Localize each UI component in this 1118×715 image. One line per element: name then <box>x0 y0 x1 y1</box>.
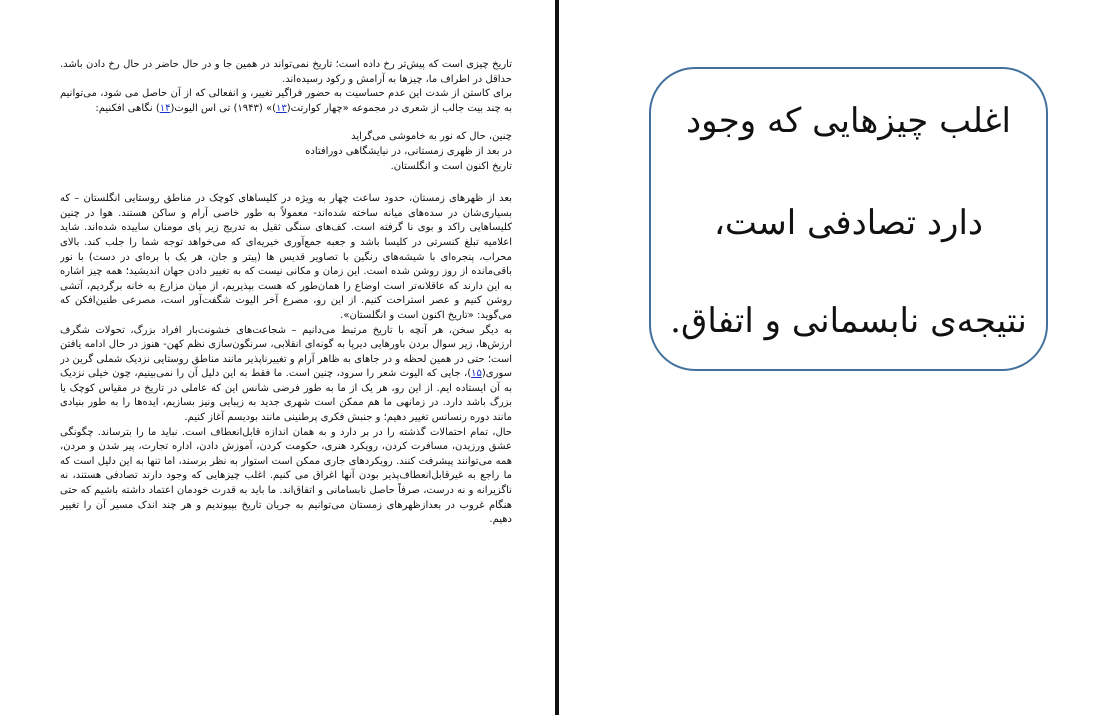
paragraph-intro: تاریخ چیزی است که پیش‌تر رخ داده است؛ تاریخ نمی‌تواند در همین جا و در حال حاضر در حال رخ دادن باشد. حداقل در اطراف ما، چیزها به آرامش و رکود رسیده‌اند. <box>60 59 512 85</box>
paragraph-present: حال، تمام احتمالات گذشته را در بر دارد و به همان اندازه قابل‌انعطاف است. نباید ما را بترساند. چگونگی عشق ورزیدن، مسافرت کردن، رویکرد هنری، حکومت کردن، آموزش دادن، اداره تجارت، پیر شدن و مردن، همه می‌توانند پیشرفت کنند. رویکردهای جاری ممکن است استوار به نظر برسند، اما تنها به این دلیل است که ما راجع به غیرقابل‌انعطاف‌پذیر بودن آنها اغراق می کنیم. اغلب چیزهایی که وجود دارند تصادفی هستند، نه ناگزیرانه و نه درست، صرفاً حاصل نابسامانی و اتفاق‌اند. ما باید به قدرت خودمان اعتماد داشته باشیم که حتی هنگام غروب در بعدازظهرهای زمستان می‌توانیم به جریان تاریخ بپیوندیم و هر چند اندک مسیر آن را تغییر دهیم. <box>60 426 512 526</box>
paragraph-history-now <box>60 324 512 426</box>
document-page <box>60 58 512 698</box>
paragraph-text: )» (۱۹۴۳) تی اس الیوت( <box>170 102 276 114</box>
pull-quote-callout <box>649 67 1048 371</box>
callout-line-2: دارد تصادفی است، <box>713 203 984 243</box>
footnote-ref-14[interactable]: ۱۴ <box>159 102 171 114</box>
callout-line-1: اغلب چیزهایی که وجود <box>686 101 1011 141</box>
page-divider <box>555 0 559 715</box>
paragraph-text: )، جایی که الیوت شعر را سرود، چنین است. ما فقط به این دلیل آن را نمی‌بینیم، چون خیلی نزدیک به آن ایستاده ایم. از این رو، هر یک از ما به طور فرضی شانس این که عاملی در تاریخ در مقیاس کوچک یا بزرگ باشد دارد. در زمانهی ما هم ممکن است شهری جدید به زیبایی ونیز بسازیم، ایده‌ها را به طور بنیادی مانند دوره رنسانس تغییر دهیم؛ و جنبش فکری پرطنینی مانند بودیسم آغاز کنیم. <box>60 368 512 424</box>
poem-line-1: چنین، حال که نور به خاموشی می‌گراید <box>351 131 512 143</box>
paragraph-text: ) نگاهی افکنیم: <box>95 102 160 114</box>
poem-line-3: تاریخ اکنون است و انگلستان. <box>390 160 512 172</box>
paragraph-winter-afternoon: بعد از ظهرهای زمستان، حدود ساعت چهار به ویژه در کلیساهای کوچک در مناطق روستایی انگلستان – که بسیاری‌شان در سده‌های میانه ساخته شده‌اند- معمولاً به طور خاصی آرام و ساکن هستند. هوا در چنین کلیساهایی راکد و بوی نا گرفته است. کف‌های سنگی ثقیل به تدریج زیر پای مومنان ساییده شده‌اند. شاید اعلامیه تبلغ کنسرتی در کلیسا باشد و جعبه جمع‌آوری خیریه‌ای که می‌خواهد توجه شما را جلب کند. بالای محراب، پنجره‌ای با شیشه‌های رنگین با تصاویر قدیس ها (پیتر و جان، هر یک با بره‌ای در دست) با نور باقی‌مانده از روز روشن شده است. این زمان و مکانی نیست که به تغییر دادن جهان اندیشید؛ همه چیز اشاره به این دارند که عاقلانه‌تر است اوضاع را همان‌طور که هست بپذیریم، از میان مزارع به خانه برگردیم، آتشی روشن کنیم و عصر استراحت کنیم. از این رو، مصرع آخر الیوت شگفت‌آور است، مصرعی طنین‌افکن که می‌گوید: «تاریخ اکنون است و انگلستان». <box>60 193 512 321</box>
footnote-ref-15[interactable]: ۱۵ <box>471 368 482 380</box>
paragraph-text: برای کاستن از شدت این عدم حساسیت به حضور فراگیر تغییر، و انفعالی که از آن حاصل می شود، می‌توانیم به چند بیت جالب از شعری در مجموعه «چهار کوارتت( <box>60 88 512 114</box>
poem-line-2: در بعد از ظهری زمستانی، در نیایشگاهی دورافتاده <box>305 145 512 157</box>
callout-line-3: نتیجه‌ی نابسمانی و اتفاق. <box>670 301 1027 341</box>
paragraph-text: به دیگر سخن، هر آنچه با تاریخ مرتبط می‌دانیم – شجاعت‌های خشونت‌بار افراد بزرگ، تحولات شگرف ارزش‌ها، زیر سوال بردن باورهایی دیرپا به گونه‌ای انقلابی، سرنگون‌سازی نظم کهن- هنوز در حال ادامه یافتن است؛ حتی در همین لحظه و در جاهای به ظاهر آرام و تغییرناپذیر مانند مناطق روستایی نزدیک شملی گرین در سوری( <box>60 324 512 380</box>
paragraph-four-quartets <box>60 87 512 116</box>
footnote-ref-13[interactable]: ۱۳ <box>275 102 287 114</box>
